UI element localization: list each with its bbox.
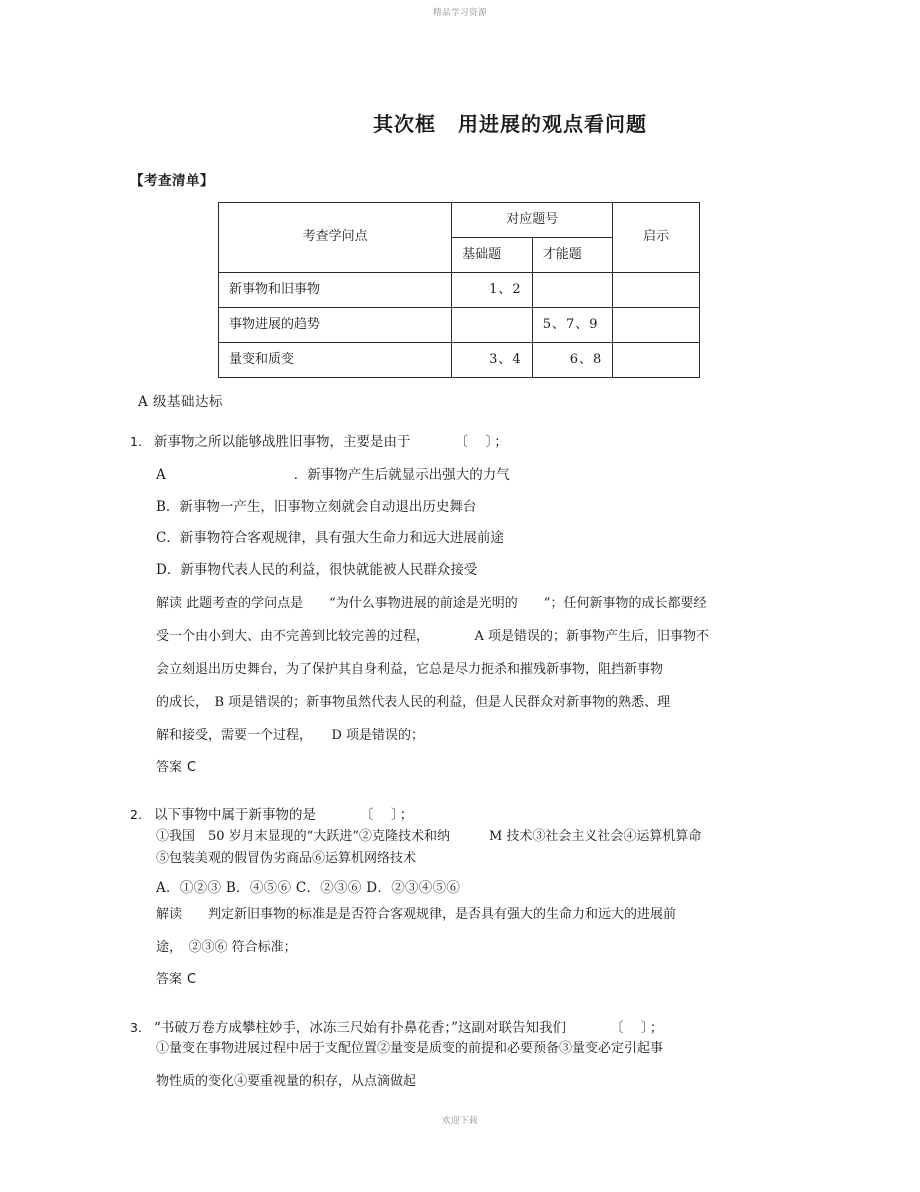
question-1-number: 1. [130,434,142,449]
option-c-letter: C [156,530,167,547]
question-1-answer [156,752,830,783]
answer-value: C [187,760,197,776]
answer-label: 答案 [156,760,183,776]
option-c-text: ．新事物符合客观规律，具有强大生命力和远大进展前途 [166,530,504,547]
header-question-numbers: 对应题号 [452,203,613,238]
question-1-head [130,432,830,452]
option-d-letter: D [156,561,167,578]
answer-value: C [187,972,197,988]
explanation-line: 判定新旧事物的标准是是否符合客观规律，是否具有强大的生命力和远大的进展前 [182,907,677,923]
level-label: A 级基础达标 [138,394,224,410]
explanation-label: 解读 [156,907,183,923]
table-row [219,273,700,308]
question-2-item-line: ①我国 50 岁月末显现的“大跃进”②克隆技术和纳 M 技术③社会主义社会④运算机算命 [156,828,702,844]
checklist-heading: 【考查清单】 [130,173,214,189]
question-2 [130,805,830,995]
cell-insight [613,308,700,343]
cell-ability [532,273,613,308]
cell-knowledge: 新事物和旧事物 [219,273,452,308]
option-b-letter: B [156,498,166,515]
explanation-line: 会立刻退出历史舞台，为了保护其自身利益，它总是尽力扼杀和摧残新事物，阻挡新事物 [156,661,664,677]
option-b-text: ．新事物一产生，旧事物立刻就会自动退出历史舞台 [165,498,477,515]
explanation-line: 解和接受，需要一个过程， D 项是错误的； [156,728,425,744]
option-c[interactable] [156,523,830,555]
cell-knowledge: 量变和质变 [219,343,452,378]
explanation-line: 的成长， B 项是错误的；新事物虽然代表人民的利益，但是人民群众对新事物的熟悉、理 [156,694,671,710]
question-3-item-line: ①量变在事物进展过程中居于支配位置②量变是质变的前提和必要预备③量变必定引起事 [156,1040,664,1056]
header-ability: 才能题 [532,238,613,273]
question-1-answer-brackets: 〔 〕； [454,434,510,450]
option-a-text: ．新事物产生后就显示出强大的力气 [293,467,510,484]
page-title-part1: 其次框 [373,112,436,136]
option-a-letter: A [156,467,166,484]
question-2-answer-brackets: 〔 〕； [360,807,416,824]
question-3-answer-brackets: 〔 〕； [610,1019,666,1036]
cell-ability: 6、8 [532,343,613,378]
explanation-line: 此题考查的学问点是 “为什么事物进展的前途是光明的 ”；任何新事物的成长都要经 [186,595,707,611]
explanation-line: 受一个由小到大、由不完善到比较完善的过程， A 项是错误的；新事物产生后，旧事物不 [156,628,710,644]
table-header-row-1 [219,203,700,238]
question-1-explanation [156,587,830,753]
checklist-table [218,202,700,378]
cell-basic: 1、2 [452,273,533,308]
table-row [219,308,700,343]
table-row [219,343,700,378]
cell-basic [452,308,533,343]
question-2-head [130,805,830,825]
question-2-options[interactable]: A．①②③ B．④⑤⑥ C．②③⑥ D．②③④⑤⑥ [156,879,461,896]
question-3-stem [154,1018,830,1038]
option-d[interactable] [156,555,830,587]
header-basic: 基础题 [452,238,533,273]
question-1 [130,432,830,783]
option-b[interactable] [156,492,830,524]
question-1-options [130,460,830,586]
header-insight: 启示 [613,203,700,273]
explanation-line: 途， ②③⑥ 符合标准； [156,940,297,956]
header-knowledge: 考查学问点 [219,203,452,273]
footer-watermark: 欢迎下载 [441,1116,478,1126]
cell-knowledge: 事物进展的趋势 [219,308,452,343]
question-2-explanation [156,898,830,964]
header-watermark: 精品学习资源 [432,8,487,18]
question-3-head [130,1018,830,1038]
question-2-item-line: ⑤包装美观的假冒伪劣商品⑥运算机网络技术 [156,850,417,866]
question-1-stem-text: 新事物之所以能够战胜旧事物，主要是由于 [154,434,411,450]
question-1-stem [154,432,830,452]
option-d-text: ．新事物代表人民的利益，很快就能被人民群众接受 [166,561,478,578]
question-2-stem [154,805,830,825]
question-3-number: 3. [130,1019,142,1035]
question-3 [130,1018,830,1094]
question-3-item-line: 物性质的变化④要重视量的积存，从点滴做起 [156,1074,417,1090]
cell-insight [613,273,700,308]
cell-insight [613,343,700,378]
question-2-stem-text: 以下事物中属于新事物的是 [154,807,316,824]
question-2-answer [156,964,830,995]
option-a[interactable] [156,460,830,492]
page-title-part2: 用进展的观点看问题 [458,112,647,136]
cell-basic: 3、4 [452,343,533,378]
question-2-number: 2. [130,807,142,823]
document-content [130,0,830,1093]
explanation-label: 解读 [156,595,183,611]
answer-label: 答案 [156,972,183,988]
question-3-stem-text: “书破万卷方成攀柱妙手，冰冻三尺始有扑鼻花香；”这副对联告知我们 [154,1019,567,1036]
cell-ability: 5、7、9 [532,308,613,343]
page-title [130,0,830,137]
